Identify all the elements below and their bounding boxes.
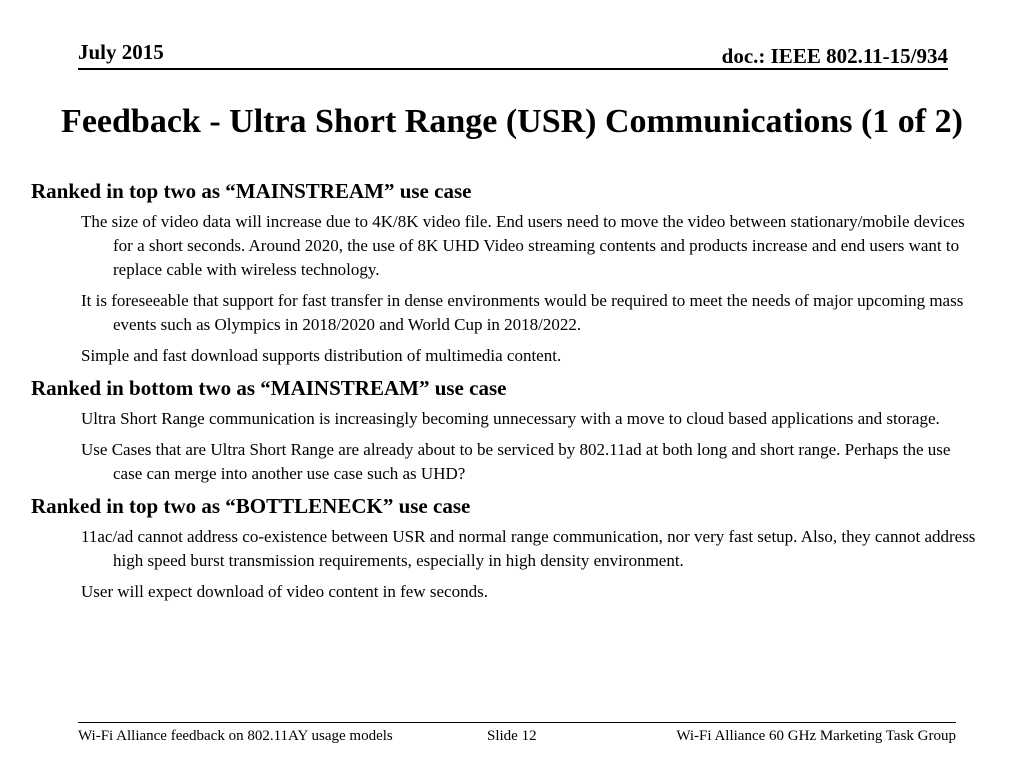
section-heading: Ranked in top two as “BOTTLENECK” use case [31,494,471,518]
list-item: Simple and fast download supports distribution of multimedia content. [81,346,562,365]
section-mainstream-top [31,178,981,368]
list-item: The size of video data will increase due to 4K/8K video file. End users need to move the video between stationary/mobile devices for a short seconds. Around 2020, the use of 8K UHD Video streaming contents and products increase and end users want to replace cable with wireless technology. [81,212,965,279]
list-item: Use Cases that are Ultra Short Range are already about to be serviced by 802.11ad at both long and short range. Perhaps the use case can merge into another use case such as UHD? [81,440,951,483]
list-item: Ultra Short Range communication is increasingly becoming unnecessary with a move to cloud based applications and storage. [81,409,940,428]
header-doc-number: doc.: IEEE 802.11-15/934 [721,44,948,68]
section-mainstream-bottom [31,375,981,486]
slide-number: Slide 12 [487,728,537,744]
slide-title: Feedback - Ultra Short Range (USR) Communications (1 of 2) [61,103,963,140]
header-divider [78,68,948,70]
section-bottleneck-top [31,493,981,604]
footer-divider [78,722,956,723]
list-item: It is foreseeable that support for fast transfer in dense environments would be required to meet the needs of major upcoming mass events such as Olympics in 2018/2020 and World Cup in 2018/2022. [81,291,964,334]
section-heading: Ranked in top two as “MAINSTREAM” use case [31,179,472,203]
footer-right-text: Wi-Fi Alliance 60 GHz Marketing Task Group [676,728,956,744]
list-item: User will expect download of video content in few seconds. [81,582,488,601]
section-heading: Ranked in bottom two as “MAINSTREAM” use case [31,376,507,400]
list-item: 11ac/ad cannot address co-existence between USR and normal range communication, nor very fast setup. Also, they cannot address high speed burst transmission requirements, especially in high density environment. [81,527,976,570]
slide-body [31,178,981,604]
footer-left-text: Wi-Fi Alliance feedback on 802.11AY usage models [78,728,393,744]
header-date: July 2015 [78,40,164,64]
